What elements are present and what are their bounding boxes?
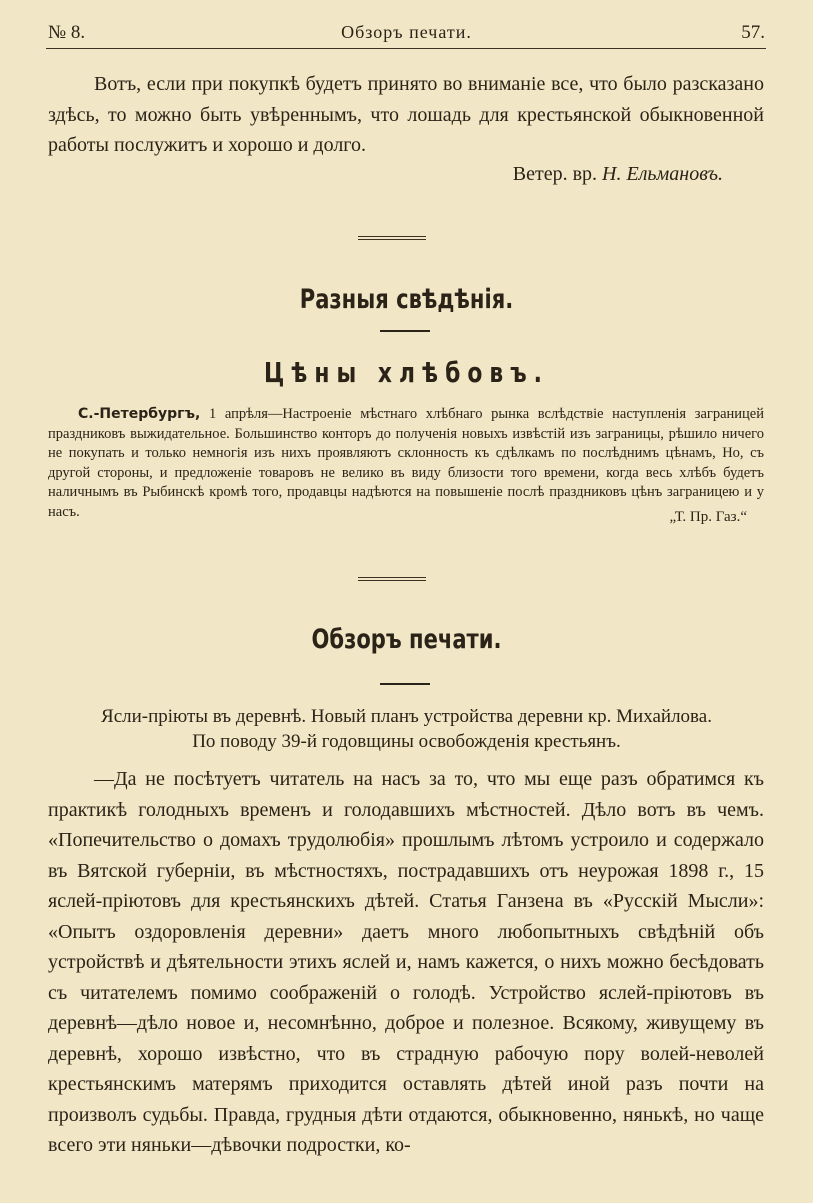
signature-name: Н. Ельмановъ. — [602, 163, 723, 185]
press-review-paragraph: —Да не посѣтуетъ читатель на насъ за то, что мы еще разъ обратимся къ практикѣ голодныхъ временъ и голодавшихъ мѣстностей. Дѣло вотъ въ чемъ. «Попечительство о домахъ трудолюбія» прошлымъ лѣтомъ устроило и содержало въ Вятской губерніи, въ мѣстностяхъ, пострадавшихъ отъ неурожая 1898 г., 15 яслей-пріютовъ для крестьянскихъ дѣтей. Статья Ганзена въ «Русскій Мысли»: «Опытъ оздоровленія деревни» даетъ много любопытныхъ свѣдѣній объ устройствѣ и дѣятельности этихъ яслей и, намъ кажется, о нихъ можно бесѣдовать съ читателемъ помимо соображеній о голодѣ. Устройство яслей-пріютовъ въ деревнѣ—дѣло новое и, несомнѣнно, доброе и полезное. Всякому, живущему въ деревнѣ, хорошо извѣстно, что въ страдную рабочую пору волей-неволей крестьянскимъ матерямъ приходится оставлять дѣтей иной разъ почти на произволъ судьбы. Правда, грудныя дѣти отдаются, обыкновенно, нянькѣ, но чаще всего эти няньки—дѣвочки подростки, ко- — [48, 768, 764, 1156]
source-citation: „Т. Пр. Газ.“ — [669, 509, 747, 525]
prices-paragraph — [48, 405, 764, 523]
title-underline — [380, 683, 430, 685]
section-divider — [358, 236, 426, 242]
signature — [513, 163, 723, 186]
page-number: 57. — [741, 22, 765, 43]
topics-line-2: По поводу 39-й годовщины освобожденія крестьянъ. — [192, 731, 621, 752]
section-divider — [358, 577, 426, 583]
signature-prefix: Ветер. вр. — [512, 163, 598, 185]
city-name: С.-Петербургъ, — [78, 406, 201, 422]
topics-line-1: Ясли-пріюты въ деревнѣ. Новый планъ устройства деревни кр. Михайлова. — [101, 706, 712, 727]
section-title-press-review: Обзоръ печати. — [311, 624, 502, 655]
issue-number: № 8. — [48, 22, 86, 43]
running-title: Обзоръ печати. — [341, 22, 472, 42]
header-rule — [46, 48, 766, 49]
section-title-misc: Разныя свѣдѣнія. — [299, 284, 514, 315]
prices-text: 1 апрѣля—Настроеніе мѣстнаго хлѣбнаго рынка вслѣдствіе наступленія заграницей праздниковъ выжидательное. Большинство конторъ до полученія новыхъ извѣстій изъ заграницы, рѣшило ничего не покупать и только немногія изъ нихъ проявляютъ склонность къ сдѣлкамъ по послѣднимъ цѣнамъ, Но, съ другой стороны, и предложеніе товаровъ не велико въ виду близости того времени, когда весь хлѣбъ будетъ наличнымъ въ Рыбинскѣ кромѣ того, продавцы надѣются на повышеніе послѣ праздниковъ цѣнъ заграницею и у насъ. — [48, 406, 764, 520]
intro-paragraph: Вотъ, если при покупкѣ будетъ принято во вниманіе все, что было разсказано здѣсь, то можно быть увѣреннымъ, что лошадь для крестьянской обыкновенной работы послужитъ и хорошо и долго. — [48, 73, 764, 156]
title-underline — [380, 330, 430, 332]
subsection-title-prices: Цѣны хлѣбовъ. — [264, 356, 549, 389]
